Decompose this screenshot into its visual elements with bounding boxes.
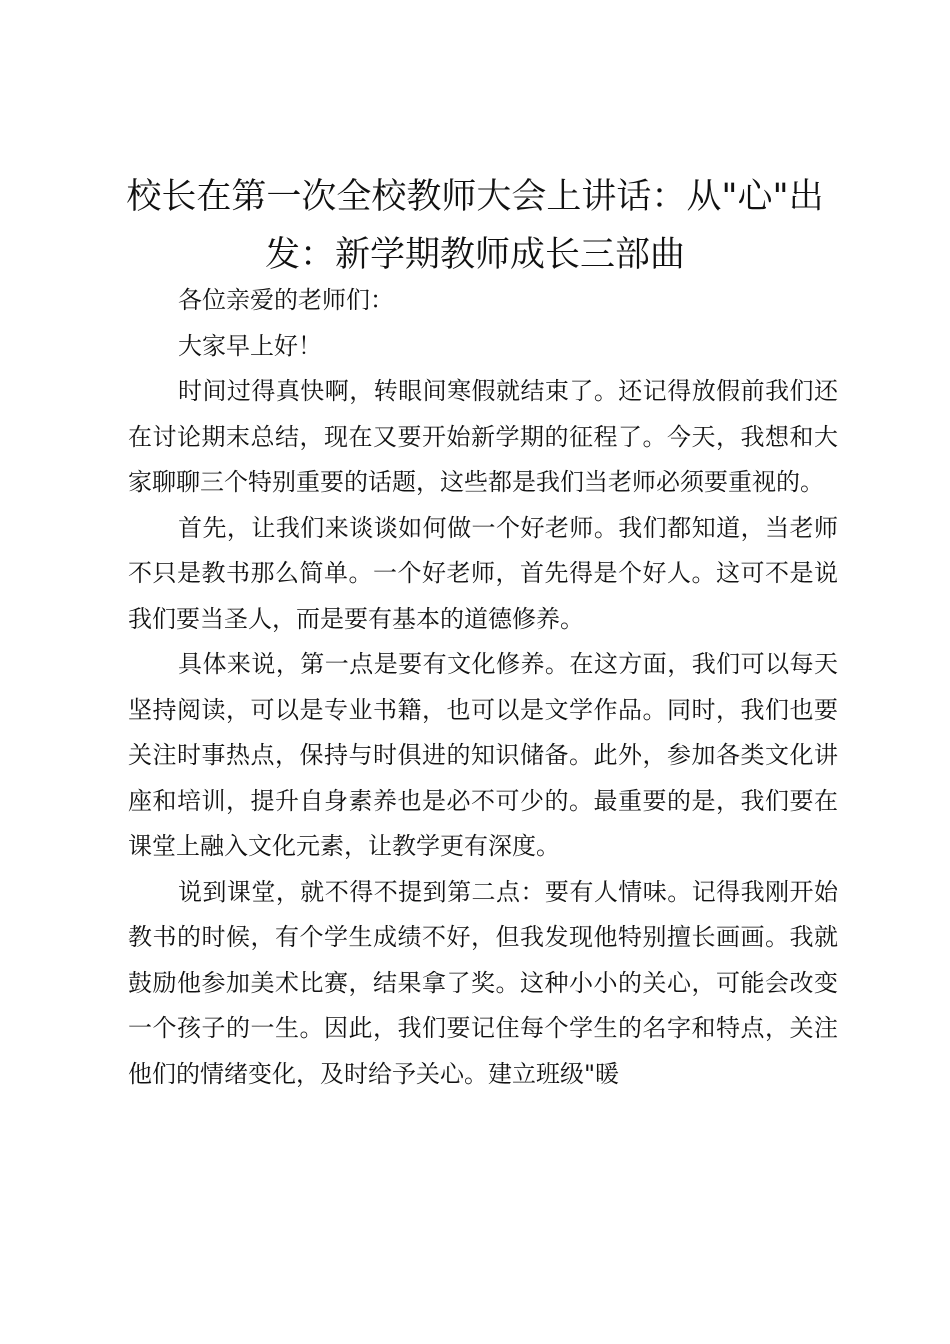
document-title: 校长在第一次全校教师大会上讲话：从"心"出发：新学期教师成长三部曲 — [126, 177, 824, 275]
paragraph-good-teacher: 首先，让我们来谈谈如何做一个好老师。我们都知道，当老师不只是教书那么简单。一个好老师，首先得是个好人。这可不是说我们要当圣人，而是要有基本的道德修养。 — [128, 513, 838, 633]
paragraph-warmth: 说到课堂，就不得不提到第二点：要有人情味。记得我刚开始教书的时候，有个学生成绩不好，但我发现他特别擅长画画。我就鼓励他参加美术比赛，结果拿了奖。这种小小的关心，可能会改变一个孩子的一生。因此，我们要记住每个学生的名字和特点，关注他们的情绪变化，及时给予关心。建立班级"暖 — [128, 877, 838, 1088]
paragraph-culture: 具体来说，第一点是要有文化修养。在这方面，我们可以每天坚持阅读，可以是专业书籍，也可以是文学作品。同时，我们也要关注时事热点，保持与时俱进的知识储备。此外，参加各类文化讲座和培训，提升自身素养也是必不可少的。最重要的是，我们要在课堂上融入文化元素，让教学更有深度。 — [128, 650, 838, 860]
document-body — [128, 278, 838, 1097]
paragraph-greeting: 各位亲爱的老师们： — [178, 286, 394, 314]
paragraph-good-morning: 大家早上好！ — [178, 331, 322, 360]
paragraph-intro: 时间过得真快啊，转眼间寒假就结束了。还记得放假前我们还在讨论期末总结，现在又要开始新学期的征程了。今天，我想和大家聊聊三个特别重要的话题，这些都是我们当老师必须要重视的。 — [128, 377, 838, 496]
